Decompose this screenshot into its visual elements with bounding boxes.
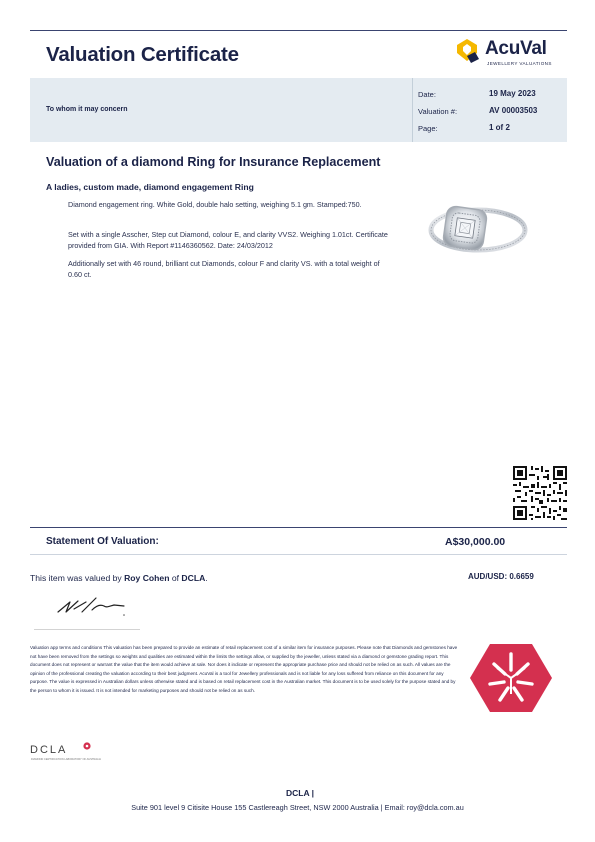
terms-and-conditions: Valuation app terms and conditions This valuation has been prepared to provide an estimate of retail replacement cost of a similar item for insurance purposes. Please note that Diamonds and gemstones have not have been removed from the settings so weights and qualities are estimated within the limits the settings allow, or supplied by the jeweller, unless stated via a diamond or gemstone grading report. This document does not represent or warrant the value that the item would achieve at sale. Nor does it indicate or represent the appropriate purchase price and should not be relied on as such. All values are the opinion of the professional creating the valuation according to their best judgment. AcuVal is a tool for Jewellery professionals and is not liable for any loss suffered from reliance on this document for any purpose. The value is expressed in Australian dollars unless otherwise stated and is based on retail replacement cost in the Australian market. This document is to be used solely for the purpose stated and by the person to whom it is issued. It is not intended for marketing purposes and should not be relied on as such. [30,645,458,693]
page-title: Valuation Certificate [46,43,239,66]
recipient: To whom it may concern [46,106,128,113]
date-label: Date: [418,90,436,99]
valuer-company: DCLA [181,573,206,583]
valued-by-prefix: This item was valued by [30,573,122,583]
valuation-divider-bottom [30,554,567,555]
valuation-number-value: AV 00003503 [489,106,538,115]
valuation-amount: A$30,000.00 [445,536,506,548]
top-divider [30,30,567,31]
dcla-logo-tagline: DIAMOND CERTIFICATION LABORATORY OF AUSTRALIA [31,758,102,761]
valued-by-of: of [171,573,180,583]
valuation-label: Statement Of Valuation: [46,536,159,547]
footer-company: DCLA | [286,788,315,798]
seal-icon [470,642,552,714]
item-paragraph-3: Additionally set with 46 round, brilliant cut Diamonds, colour F and clarity VS. with a total weight of 0.60 ct. [68,259,380,279]
date-value: 19 May 2023 [489,89,536,98]
page-value: 1 of 2 [489,123,510,132]
footer-address: Suite 901 level 9 Citisite House 155 Castlereagh Street, NSW 2000 Australia | Email: roy@dcla.com.au [131,803,464,812]
qr-code-icon [513,466,567,520]
valued-by-suffix: . [205,573,208,583]
page-label: Page: [418,124,438,133]
valuation-divider-top [30,527,567,528]
valuer-name: Roy Cohen [124,573,170,583]
item-heading: Valuation of a diamond Ring for Insurance Replacement [46,155,381,169]
brand-name: AcuVal [485,38,547,59]
item-paragraph-2: Set with a single Asscher, Step cut Diamond, colour E, and clarity VVS2. Weighing 1.01ct. Certificate provided from GIA. With Report #1146360562. Date: 24/03/2012 [68,230,388,250]
info-divider [412,78,413,142]
exchange-rate: AUD/USD: 0.6659 [468,572,534,581]
signature-icon [52,592,132,618]
ring-photo [423,188,529,272]
valuation-number-label: Valuation #: [418,107,458,116]
dcla-logo-icon [83,742,91,750]
item-subheading: A ladies, custom made, diamond engagement Ring [46,182,254,192]
signature-line [34,629,140,630]
valued-by-line [30,573,208,583]
brand-tagline: JEWELLERY VALUATIONS [487,61,552,66]
dcla-logo-text: DCLA [30,744,68,756]
item-paragraph-1: Diamond engagement ring. White Gold, double halo setting, weighing 5.1 gm. Stamped:750. [68,200,362,209]
